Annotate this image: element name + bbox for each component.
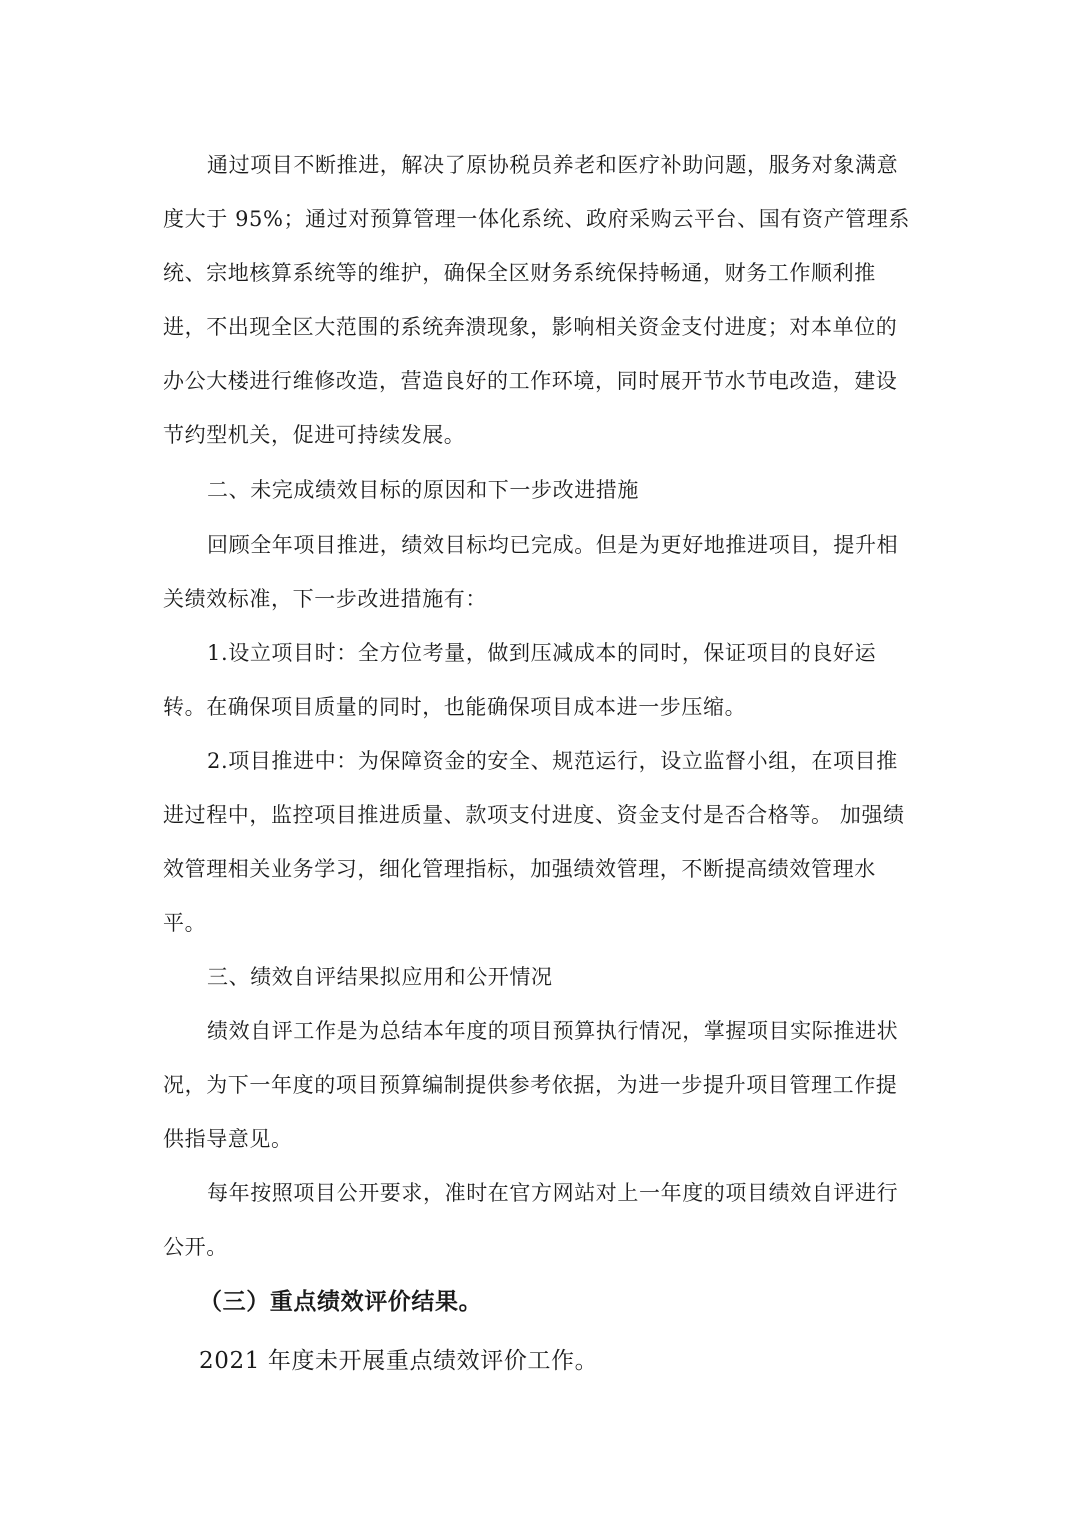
paragraph-line: 节约型机关，促进可持续发展。 [163,423,466,447]
section-heading-3: 三、绩效自评结果拟应用和公开情况 [207,965,553,989]
list-item-1: 1.设立项目时：全方位考量，做到压减成本的同时，保证项目的良好运 [207,641,877,665]
paragraph-line: 况，为下一年度的项目预算编制提供参考依据，为进一步提升项目管理工作提 [163,1073,898,1097]
paragraph-line: 通过项目不断推进，解决了原协税员养老和医疗补助问题，服务对象满意 [207,153,899,177]
paragraph-line: 关绩效标准，下一步改进措施有： [163,587,487,611]
paragraph-line: 进过程中，监控项目推进质量、款项支付进度、资金支付是否合格等。 加强绩 [163,803,905,827]
paragraph-line: 办公大楼进行维修改造，营造良好的工作环境，同时展开节水节电改造，建设 [163,369,898,393]
paragraph-line: 平。 [163,911,207,935]
paragraph-line: 统、宗地核算系统等的维护，确保全区财务系统保持畅通，财务工作顺利推 [163,261,876,285]
paragraph-line: 效管理相关业务学习，细化管理指标，加强绩效管理，不断提高绩效管理水 [163,857,876,881]
subsection-heading: （三）重点绩效评价结果。 [199,1288,483,1315]
paragraph-line: 转。在确保项目质量的同时，也能确保项目成本进一步压缩。 [163,695,747,719]
section-heading-2: 二、未完成绩效目标的原因和下一步改进措施 [207,478,639,502]
paragraph-line: 绩效自评工作是为总结本年度的项目预算执行情况，掌握项目实际推进状 [207,1019,899,1043]
paragraph-line: 供指导意见。 [163,1127,293,1151]
paragraph-line: 每年按照项目公开要求，准时在官方网站对上一年度的项目绩效自评进行 [207,1181,899,1205]
closing-statement: 2021 年度未开展重点绩效评价工作。 [199,1348,599,1374]
paragraph-line: 回顾全年项目推进，绩效目标均已完成。但是为更好地推进项目，提升相 [207,533,899,557]
paragraph-line: 进，不出现全区大范围的系统奔溃现象，影响相关资金支付进度；对本单位的 [163,315,898,339]
paragraph-line: 公开。 [163,1235,228,1259]
paragraph-line: 度大于 95%；通过对预算管理一体化系统、政府采购云平台、国有资产管理系 [163,207,910,231]
list-item-2: 2.项目推进中：为保障资金的安全、规范运行，设立监督小组，在项目推 [207,749,898,773]
